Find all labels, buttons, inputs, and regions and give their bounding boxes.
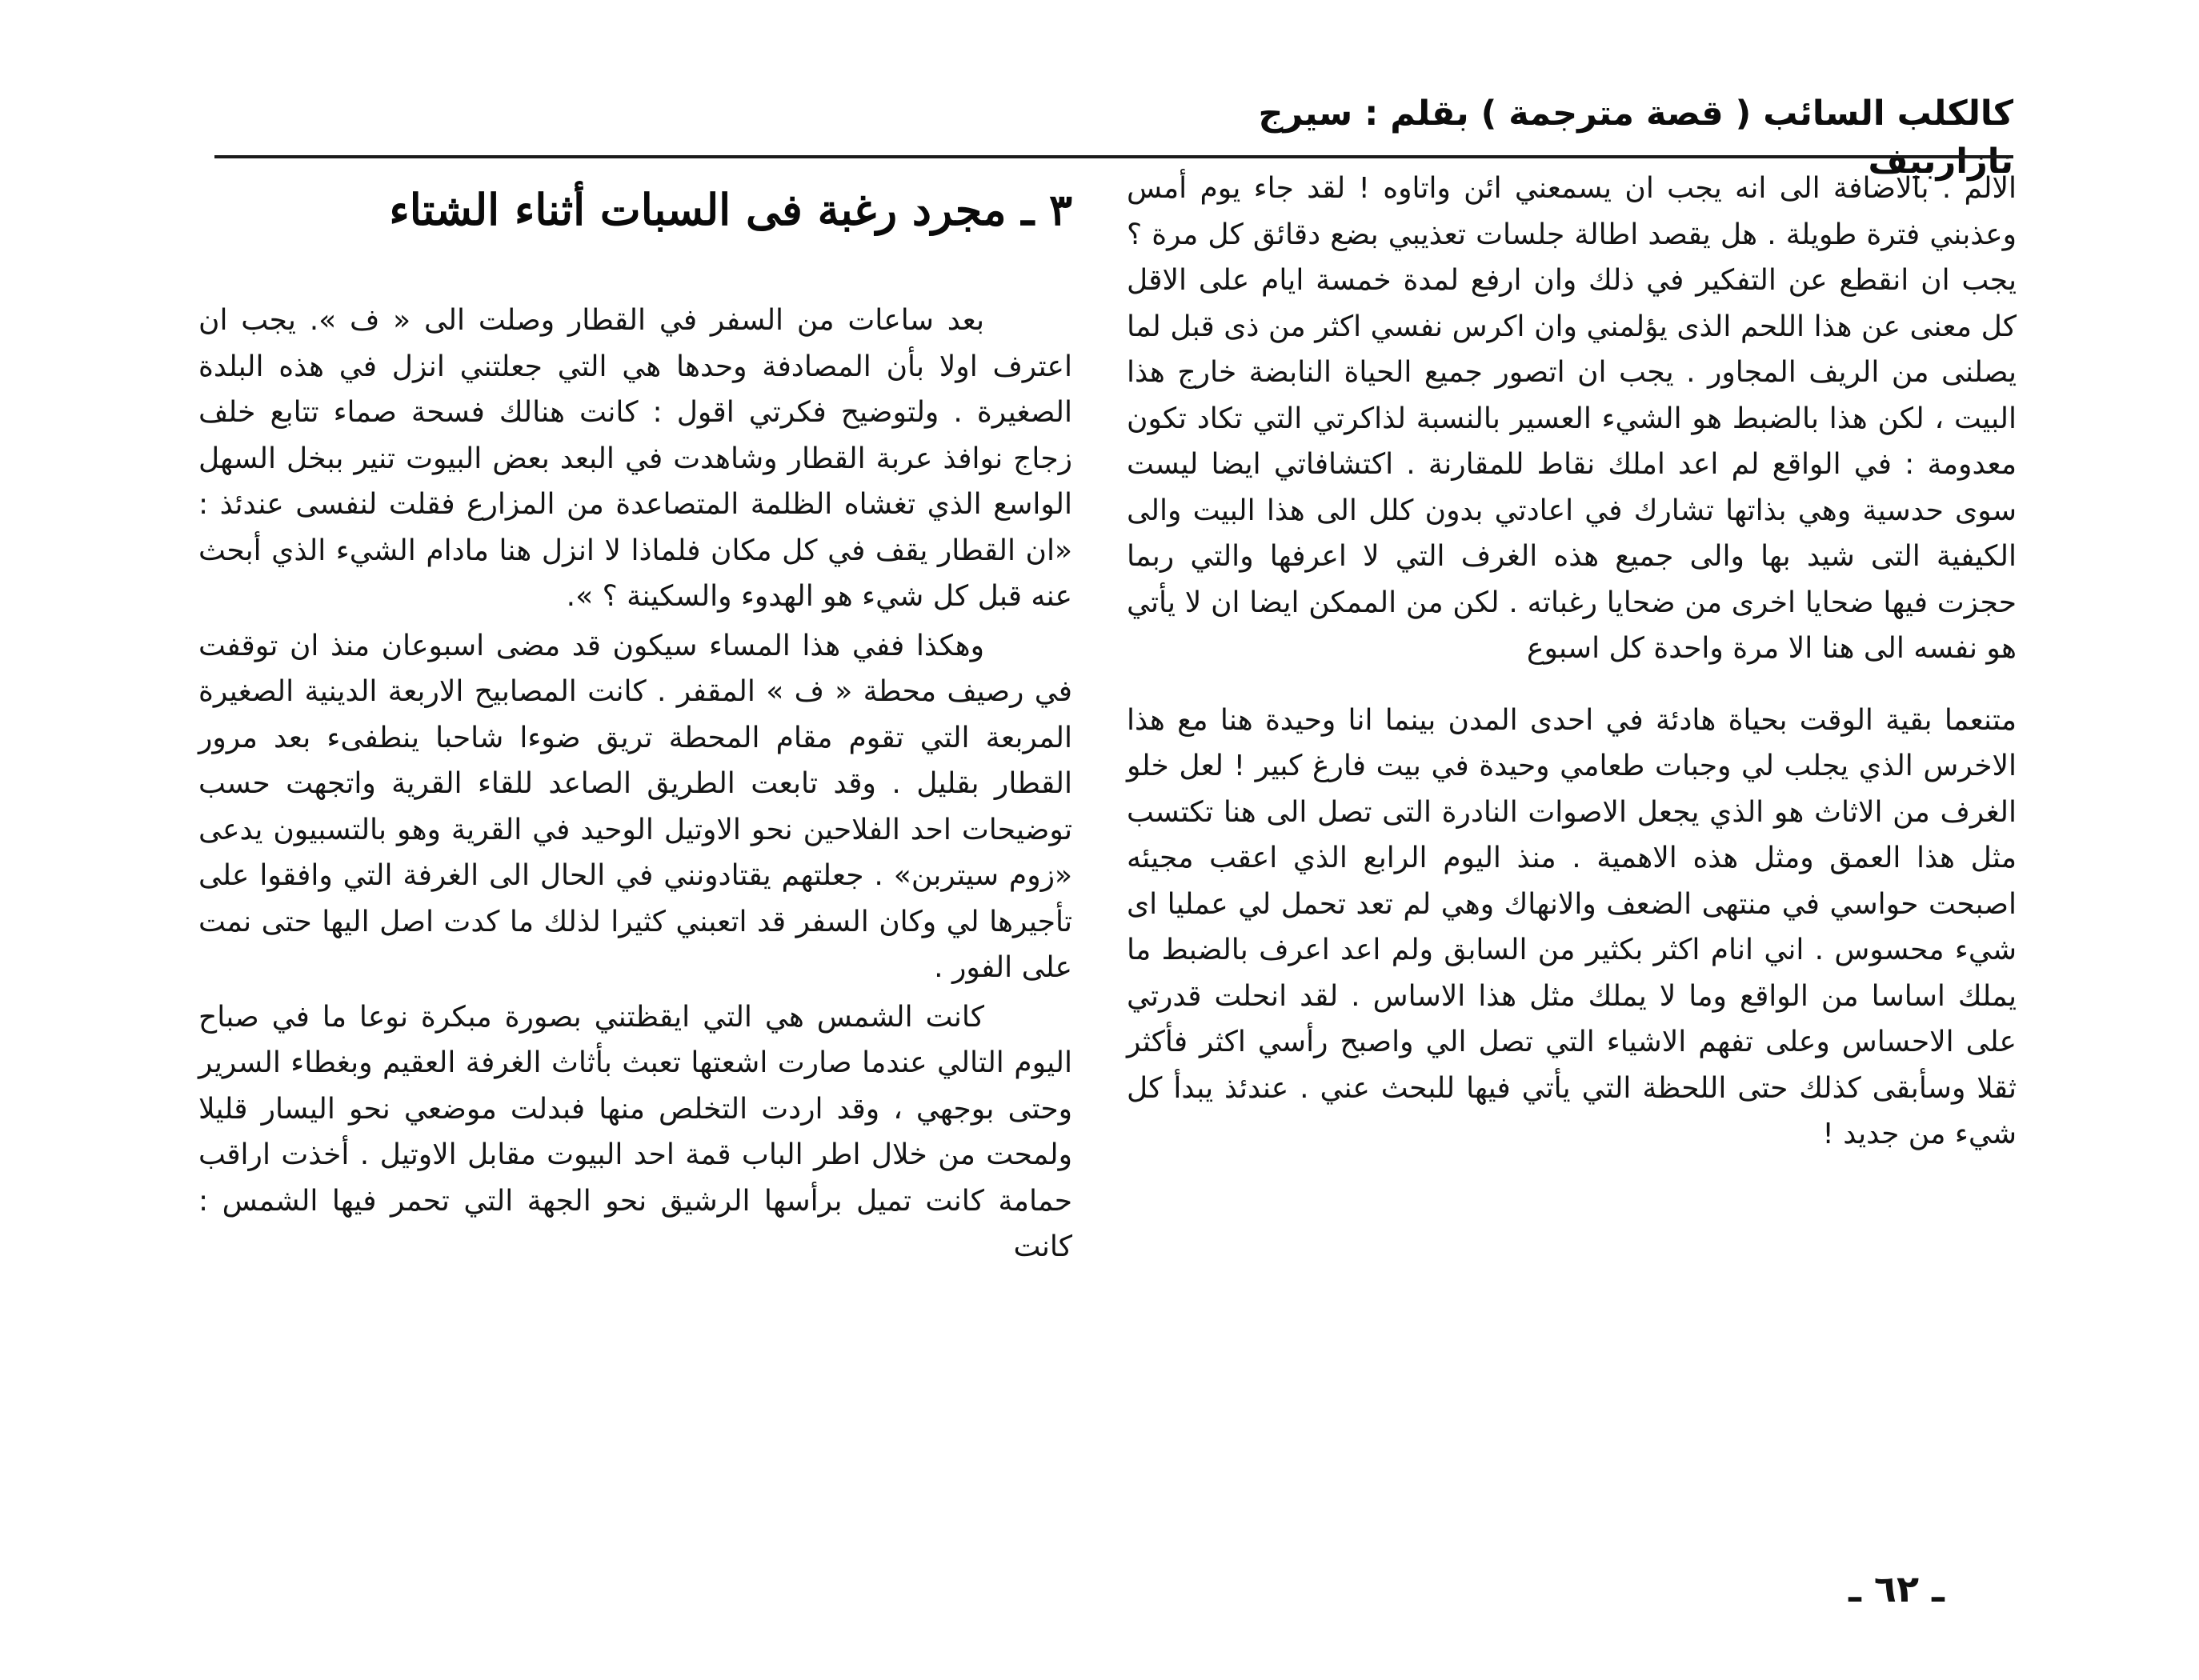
page-number: ـ ٦٢ ـ: [1849, 1567, 1945, 1610]
right-column: [1127, 166, 2017, 1158]
left-column: [198, 158, 1072, 1270]
running-header: كالكلب السائب ( قصة مترجمة ) بقلم : سيرج نازاربيف: [1258, 94, 2013, 182]
left-paragraph-3: كانت الشمس هي التي ايقظتني بصورة مبكرة نوعا ما في صباح اليوم التالي عندما صارت اشعتها تعبث بأثاث الغرفة العقيم وبغطاء السرير وحتى بوجهي ، وقد اردت التخلص منها فبدلت موضعي نحو اليسار قليلا ولمحت من خلال اطر الباب قمة احد البيوت مقابل الاوتيل . أخذت اراقب حمامة كانت تميل برأسها الرشيق نحو الجهة التي تحمر فيها الشمس : كانت: [198, 1000, 1072, 1263]
left-paragraph-2: وهكذا ففي هذا المساء سيكون قد مضى اسبوعان منذ ان توقفت في رصيف محطة « ف » المقفر . كانت المصابيح الاربعة الدينية الصغيرة المربعة التي تقوم مقام المحطة تريق ضوءا شاحبا ينطفىء بعد مرور القطار بقليل . وقد تابعت الطريق الصاعد للقاء القرية واتجهت حسب توضيحات احد الفلاحين نحو الاوتيل الوحيد في القرية وهو بالتسبيون يدعى «زوم سيتربن» . جعلتهم يقتادونني في الحال الى الغرفة التي وافقوا على تأجيرها لي وكان السفر قد اتعبني كثيرا لذلك ما كدت اصل اليها حتى نمت على الفور .: [198, 629, 1072, 984]
story-title: ٣ ـ مجرد رغبة فى السبات أثناء الشتاء: [389, 184, 1072, 235]
right-paragraph-1: الالم . بالاضافة الى انه يجب ان يسمعني ائن واتاوه ! لقد جاء يوم أمس وعذبني فترة طويلة . هل يقصد اطالة جلسات تعذيبي بضع دقائق كل مرة ؟ يجب ان انقطع عن التفكير في ذلك وان ارفع لمدة خمسة ايام على الاقل كل معنى عن هذا اللحم الذى يؤلمني وان اكرس نفسي اكثر من ذى قبل لما يصلنى من الريف المجاور . يجب ان اتصور جميع الحياة النابضة خارج هذا البيت ، لكن هذا بالضبط هو الشيء العسير بالنسبة لذاكرتي التي تكاد تكون معدومة : في الواقع لم اعد املك نقاط للمقارنة . اكتشافاتي ايضا ليست سوى حدسية وهي بذاتها تشارك في اعادتي بدون كلل الى هذا البيت والى الكيفية التى شيد بها والى جميع هذه الغرف التي لا اعرفها والتي ربما حجزت فيها ضحايا اخرى من ضحايا رغباته . لكن من الممكن ايضا ان لا يأتي هو نفسه الى هنا الا مرة واحدة كل اسبوع: [1127, 172, 2017, 665]
left-paragraph-1: بعد ساعات من السفر في القطار وصلت الى « ف ». يجب ان اعترف اولا بأن المصادفة وحدها هي التي جعلتني انزل في هذه البلدة الصغيرة . ولتوضيح فكرتي اقول : كانت هنالك فسحة صماء تتابع خلف زجاج نوافذ عربة القطار وشاهدت في البعد بعض البيوت تنير ببخل السهل الواسع الذي تغشاه الظلمة المتصاعدة من المزارع فقلت لنفسى عندئذ : «ان القطار يقف في كل مكان فلماذا لا انزل هنا مادام الشيء الذي أبحث عنه قبل كل شيء هو الهدوء والسكينة ؟ ».: [198, 304, 1072, 613]
right-paragraph-2: متنعما بقية الوقت بحياة هادئة في احدى المدن بينما انا وحيدة هنا مع هذا الاخرس الذي يجلب لي وجبات طعامي وحيدة في بيت فارغ كبير ! لعل خلو الغرف من الاثاث هو الذي يجعل الاصوات النادرة التى تصل الى هنا تكتسب مثل هذا العمق ومثل هذه الاهمية . منذ اليوم الرابع الذي اعقب مجيئه اصبحت حواسي في منتهى الضعف والانهاك وهي لم تعد تحمل لي عمليا اى شيء محسوس . اني انام اكثر بكثير من السابق ولم اعد اعرف بالضبط ما يملك اساسا من الواقع وما لا يملك مثل هذا الاساس . لقد انحلت قدرتي على الاحساس وعلى تفهم الاشياء التي تصل الي واصبح رأسي اكثر فأكثر ثقلا وسأبقى كذلك حتى اللحظة التي يأتي فيها للبحث عني . عندئذ يبدأ كل شيء من جديد !: [1127, 703, 2017, 1150]
